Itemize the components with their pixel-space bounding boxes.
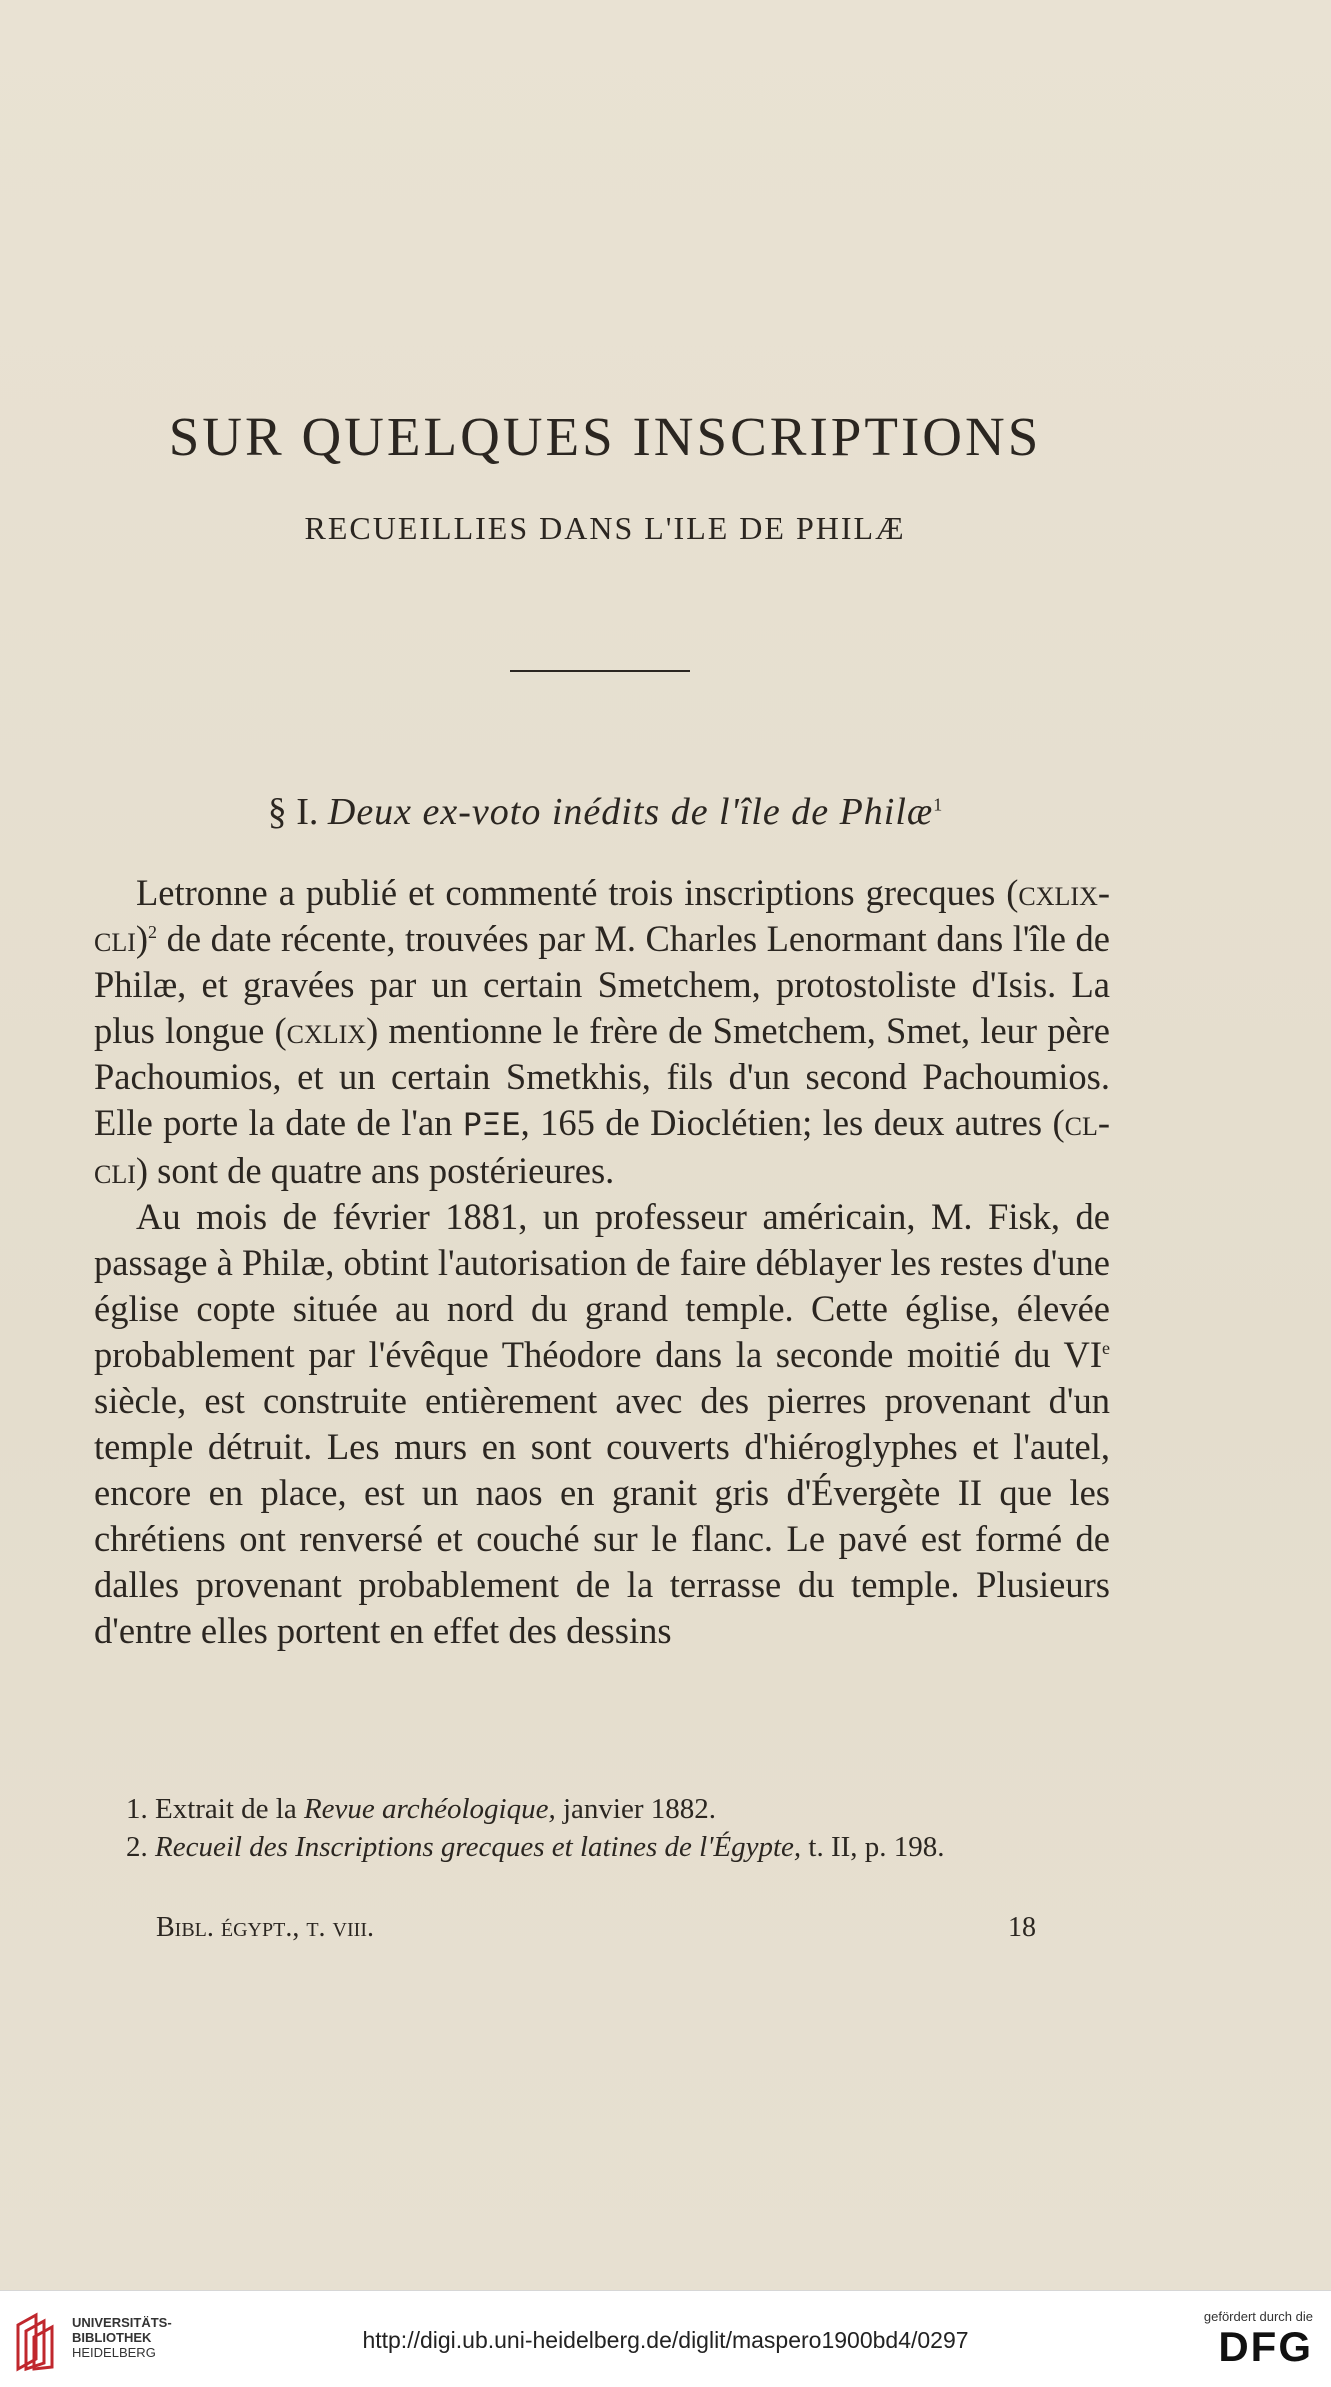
text-run: , 165 de Dioclétien; les deux autres ( (520, 1102, 1065, 1143)
section-number: § I. (267, 791, 319, 833)
greek-numeral: PΞE (462, 1107, 521, 1143)
page-number: 18 (1008, 1912, 1036, 1943)
footnote-number: 1. (126, 1793, 148, 1825)
page-subtitle: RECUEILLIES DANS L'ILE DE PHILÆ (304, 510, 906, 546)
text-run: cxlix (286, 1010, 367, 1051)
footnote-ref-1: 1 (933, 794, 943, 815)
logo-line: BIBLIOTHEK (72, 2330, 152, 2345)
text-run: cxlix-cli (94, 872, 1110, 959)
body-text (94, 870, 1110, 1654)
dfg-funding (1204, 2309, 1313, 2370)
signature-line (156, 1912, 1036, 1944)
footnote-ref-2: 2 (148, 921, 158, 942)
text-run: Au mois de février 1881, un professeur américain, M. Fisk, de passage à Philæ, obtint l'autorisation de faire déblayer les restes d'une église copte située au nord du grand temple. Cette église, élevée probablement par l'évêque Théodore dans la seconde moitié du VI (94, 1196, 1110, 1375)
page-title: SUR QUELQUES INSCRIPTIONS (168, 406, 1042, 467)
footnote-2 (94, 1828, 1110, 1866)
paragraph-2 (94, 1194, 1110, 1654)
text-run: Recueil des Inscriptions grecques et latines de l'Égypte, (147, 1831, 802, 1863)
text-run: siècle, est construite entièrement avec des pierres provenant d'un temple détruit. Les murs en sont couverts d'hiéroglyphes et l'autel, encore en place, est un naos en granit gris d'Évergète II que les chrétiens ont renversé et couché sur le flanc. Le pavé est formé de dalles provenant probablement de la terrasse du temple. Plusieurs d'entre elles portent en effet des dessins (94, 1380, 1110, 1651)
dfg-caption: gefördert durch die (1203, 2309, 1313, 2324)
paragraph-1 (94, 870, 1110, 1194)
text-run: Letronne a publié et commenté trois inscriptions grecques ( (136, 872, 1019, 913)
text-run: t. II, p. 198. (801, 1831, 945, 1863)
section-heading (0, 790, 1210, 834)
footnote-number: 2. (126, 1831, 148, 1863)
footnotes (94, 1790, 1110, 1866)
dfg-logo[interactable]: DFG (1218, 2323, 1313, 2370)
text-run: de date récente, trouvées par M. Charles Lenormant dans l'île de Philæ, et gravées par un certain Smetchem, protostoliste d'Isis. La plus longue ( (94, 918, 1110, 1051)
title-divider (510, 670, 690, 672)
text-run: ) mentionne le frère de Smetchem, Smet, leur père Pachoumios, et un certain Smetkhis, fils d'un second Pachoumios. Elle porte la date de l'an (94, 1010, 1111, 1143)
text-run: cl-cli (94, 1102, 1110, 1191)
text-run: janvier 1882. (555, 1793, 717, 1825)
permalink-url[interactable]: http://digi.ub.uni-heidelberg.de/diglit/maspero1900bd4/0297 (362, 2327, 969, 2353)
superscript: e (1102, 1337, 1110, 1358)
text-run: ) (135, 918, 149, 959)
text-run: Extrait de la (147, 1793, 304, 1825)
viewer-footer (0, 2290, 1331, 2387)
footnote-1 (94, 1790, 1110, 1828)
logo-line: HEIDELBERG (72, 2345, 156, 2360)
logo-line: UNIVERSITÄTS- (72, 2315, 172, 2330)
section-title: Deux ex-voto inédits de l'île de Philæ (327, 791, 934, 833)
text-run: Revue archéologique, (303, 1793, 556, 1825)
text-run: ) sont de quatre ans postérieures. (135, 1150, 615, 1191)
signature-left: Bibl. égypt., t. viii. (156, 1912, 374, 1943)
